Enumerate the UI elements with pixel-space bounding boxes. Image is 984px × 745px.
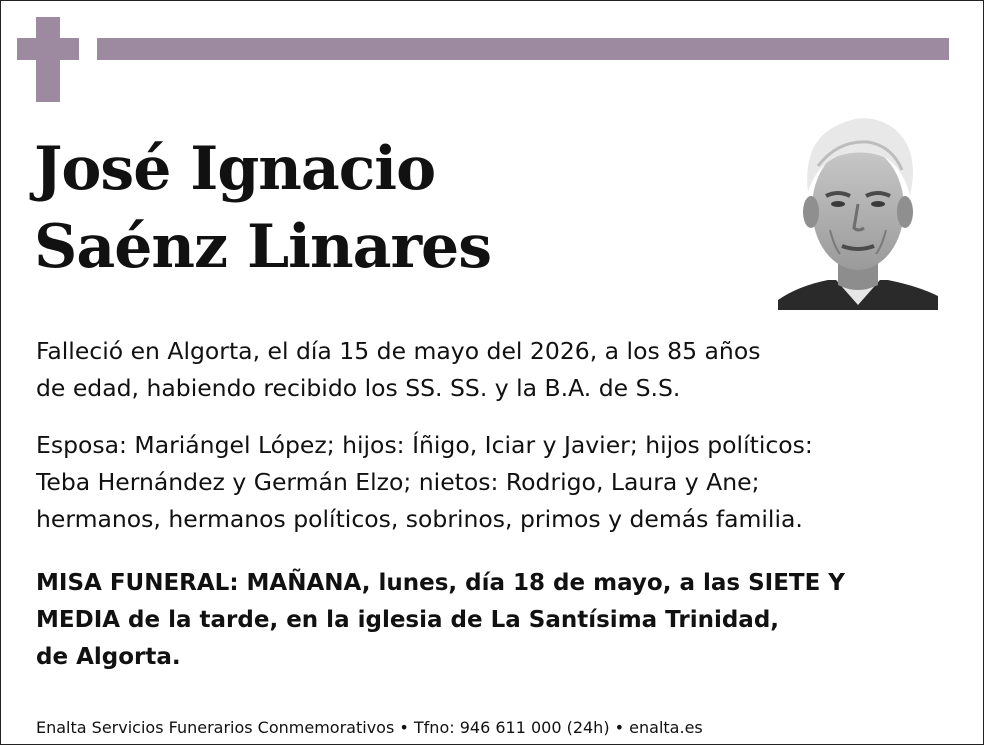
- death-notice-line1: Falleció en Algorta, el día 15 de mayo del 2026, a los 85 años: [36, 337, 761, 365]
- family-list-line3: hermanos, hermanos políticos, sobrinos, primos y demás familia.: [36, 505, 803, 533]
- deceased-name: [34, 130, 491, 286]
- death-notice-line2: de edad, habiendo recibido los SS. SS. y la B.A. de S.S.: [36, 374, 681, 402]
- funeral-mass-notice: [36, 565, 845, 676]
- header-rule: [97, 38, 949, 60]
- death-notice: [36, 333, 760, 407]
- family-list-line1: Esposa: Mariángel López; hijos: Íñigo, Iciar y Javier; hijos políticos:: [36, 431, 813, 459]
- family-list-line2: Teba Hernández y Germán Elzo; nietos: Rodrigo, Laura y Ane;: [36, 468, 760, 496]
- portrait-drawing: [778, 100, 938, 310]
- family-list: [36, 427, 813, 538]
- funeral-mass-line3: de Algorta.: [36, 644, 181, 670]
- portrait-photo: [778, 100, 938, 310]
- deceased-name-line2: Saénz Linares: [34, 212, 492, 282]
- funeral-mass-line2: MEDIA de la tarde, en la iglesia de La Santísima Trinidad,: [36, 607, 780, 633]
- deceased-name-line1: José Ignacio: [34, 134, 436, 204]
- cross-icon: [17, 17, 79, 102]
- funeral-home-footer: Enalta Servicios Funerarios Conmemorativos • Tfno: 946 611 000 (24h) • enalta.es: [36, 718, 703, 737]
- funeral-mass-line1: MISA FUNERAL: MAÑANA, lunes, día 18 de mayo, a las SIETE Y: [36, 570, 845, 596]
- cross-horizontal-bar: [17, 38, 79, 60]
